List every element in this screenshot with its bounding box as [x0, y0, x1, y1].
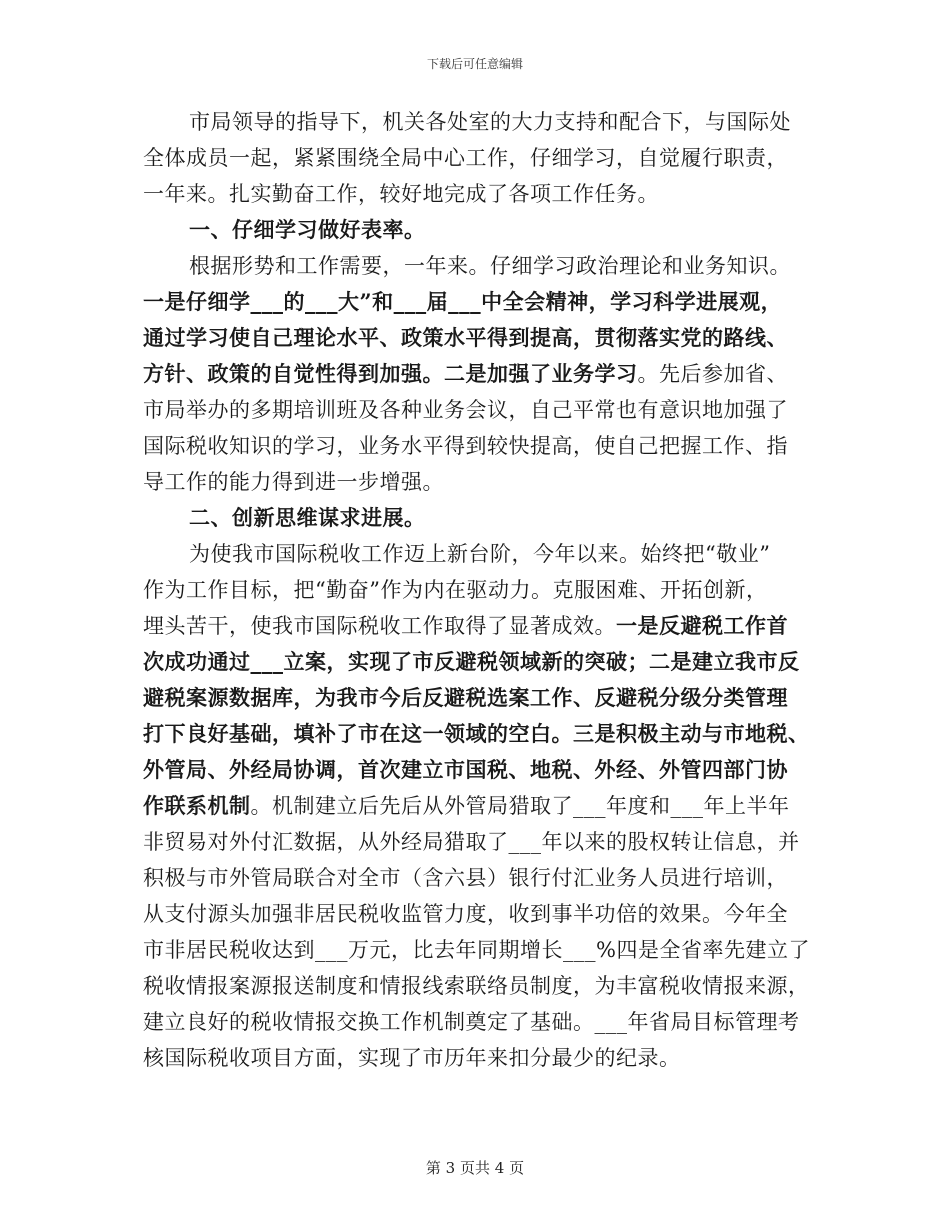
text-line — [143, 752, 823, 788]
text-run: 非贸易对外付汇数据，从外经局猎取了___年以来的股权转让信息，并 — [143, 830, 800, 854]
text-run: 全体成员一起，紧紧围绕全局中心工作，仔细学习，自觉履行职责， — [143, 146, 788, 170]
text-line — [143, 860, 823, 896]
bold-text-run: 打下良好基础，填补了市在这一领域的空白。三是积极主动与市地税、 — [143, 721, 810, 746]
text-run: 税收情报案源报送制度和情报线索联络员制度，为丰富税收情报来源， — [143, 974, 810, 998]
bold-text-run: 一是仔细学___的___大”和___届___中全会精神，学习科学进展观， — [143, 289, 783, 314]
text-run: 一年来。扎实勤奋工作，较好地完成了各项工作任务。 — [143, 182, 659, 206]
text-run: 从支付源头加强非居民税收监管力度，收到事半功倍的效果。今年全 — [143, 902, 788, 926]
bold-text-run: 通过学习使自己理论水平、政策水平得到提高，贯彻落实党的路线、 — [143, 325, 788, 350]
text-line — [143, 428, 823, 464]
text-line — [143, 536, 823, 572]
text-line — [143, 176, 823, 212]
text-line — [143, 464, 823, 500]
text-run: 市局领导的指导下，机关各处室的大力支持和配合下，与国际处 — [189, 110, 791, 134]
text-run: 建立良好的税收情报交换工作机制奠定了基础。___年省局目标管理考 — [143, 1010, 800, 1034]
text-line — [143, 248, 823, 284]
text-run: 。先后参加省、 — [637, 362, 788, 386]
text-line — [143, 968, 823, 1004]
text-line — [143, 1004, 823, 1040]
text-run: 根据形势和工作需要，一年来。仔细学习政治理论和业务知识。 — [189, 254, 791, 278]
text-run: 埋头苦干，使我市国际税收工作取得了显著成效。 — [143, 614, 616, 638]
text-line — [143, 104, 823, 140]
text-line — [143, 392, 823, 428]
bold-text-run: 一、仔细学习做好表率。 — [189, 217, 426, 242]
text-run: 国际税收知识的学习，业务水平得到较快提高，使自己把握工作、指 — [143, 434, 788, 458]
text-line — [143, 680, 823, 716]
text-run: 市非居民税收达到___万元，比去年同期增长___%四是全省率先建立了 — [143, 938, 810, 962]
text-run: 市局举办的多期培训班及各种业务会议，自己平常也有意识地加强了 — [143, 398, 788, 422]
bold-text-run: 避税案源数据库，为我市今后反避税选案工作、反避税分级分类管理 — [143, 685, 788, 710]
text-line — [143, 500, 823, 536]
bold-text-run: 作联系机制 — [143, 793, 251, 818]
text-run: 。机制建立后先后从外管局猎取了___年度和___年上半年 — [250, 794, 790, 818]
text-line — [143, 140, 823, 176]
text-run: 作为工作目标，把“勤奋”作为内在驱动力。克服困难、开拓创新， — [143, 578, 768, 602]
text-run: 导工作的能力得到进一步增强。 — [143, 470, 444, 494]
text-run: 核国际税收项目方面，实现了市历年来扣分最少的纪录。 — [143, 1046, 681, 1070]
page-header: 下载后可任意编辑 — [426, 57, 523, 71]
bold-text-run: 一是反避税工作首 — [616, 613, 788, 638]
text-line — [143, 896, 823, 932]
text-run: 积极与市外管局联合对全市（含六县）银行付汇业务人员进行培训， — [143, 866, 788, 890]
text-line — [143, 212, 823, 248]
bold-text-run: 二、创新思维谋求进展。 — [189, 505, 426, 530]
text-line — [143, 716, 823, 752]
page-footer: 第 3 页共 4 页 — [425, 1159, 525, 1177]
text-line — [143, 284, 823, 320]
text-line — [143, 356, 823, 392]
text-run: 为使我市国际税收工作迈上新台阶，今年以来。始终把“敬业” — [189, 542, 771, 566]
text-line — [143, 824, 823, 860]
bold-text-run: 方针、政策的自觉性得到加强。二是加强了业务学习 — [143, 361, 638, 386]
bold-text-run: 次成功通过___立案，实现了市反避税领域新的突破；二是建立我市反 — [143, 649, 800, 674]
text-line — [143, 932, 823, 968]
text-line — [143, 572, 823, 608]
text-line — [143, 644, 823, 680]
text-line — [143, 1040, 823, 1076]
text-line — [143, 608, 823, 644]
document-body — [143, 104, 823, 1076]
text-line — [143, 320, 823, 356]
text-line — [143, 788, 823, 824]
bold-text-run: 外管局、外经局协调，首次建立市国税、地税、外经、外管四部门协 — [143, 757, 788, 782]
